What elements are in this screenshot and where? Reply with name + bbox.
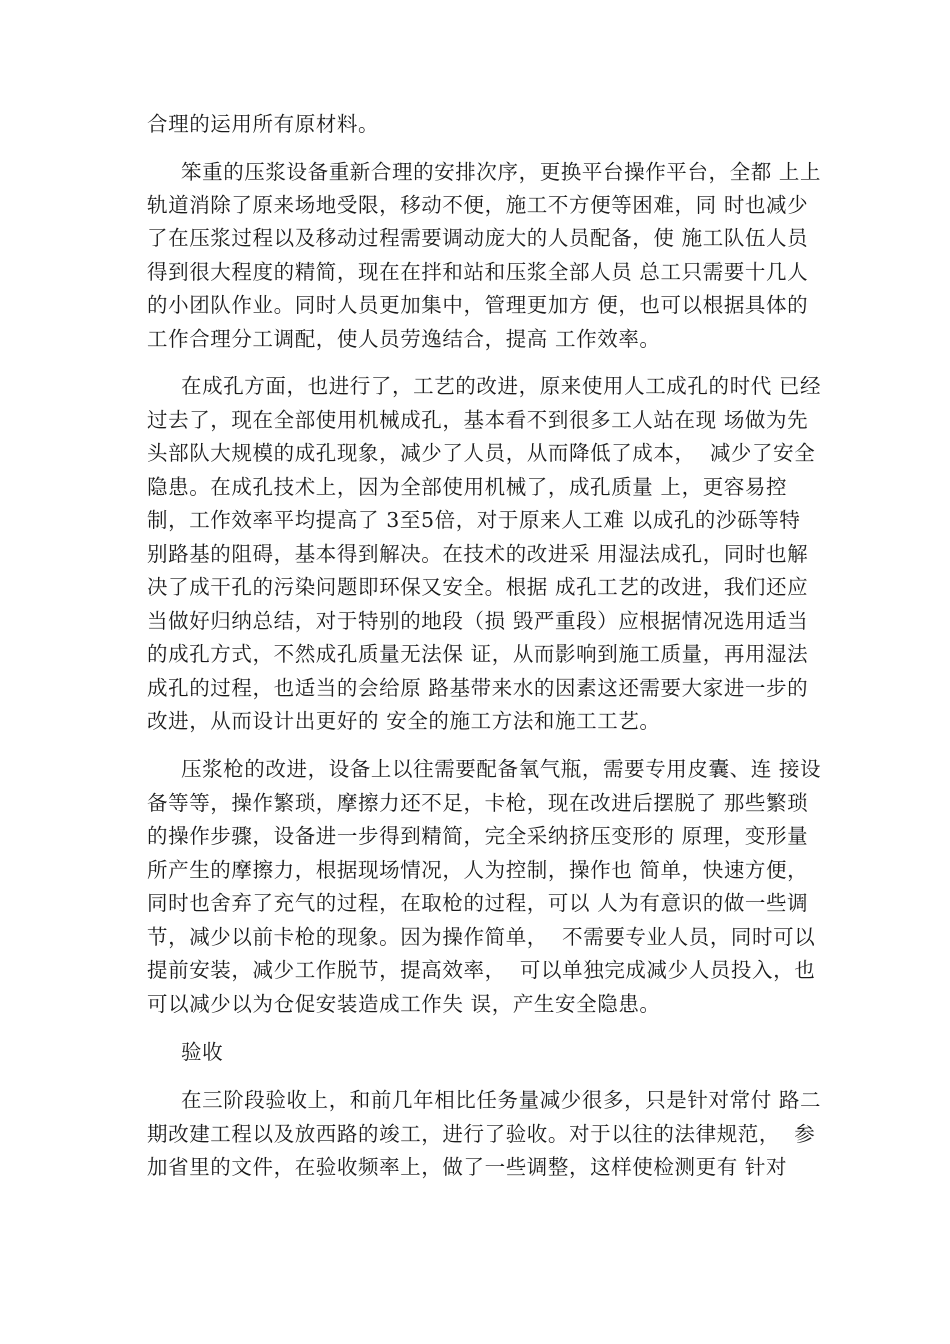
text-line: 在三阶段验收上，和前几年相比任务量减少很多，只是针对常付 路二 [181,1088,822,1112]
text-line: 合理的运用所有原材料。 [147,112,380,136]
section-heading: 验收 [181,1040,224,1064]
text-line: 节，减少以前卡枪的现象。因为操作简单， 不需要专业人员，同时可以 [147,925,816,949]
text-line: 在成孔方面，也进行了，工艺的改进，原来使用人工成孔的时代 已经 [181,374,822,398]
text-line: 轨道消除了原来场地受限，移动不便，施工不方便等困难，同 时也减少 [147,193,809,217]
text-line: 的成孔方式，不然成孔质量无法保 证，从而影响到施工质量，再用湿法 [147,642,809,666]
text-line: 过去了，现在全部使用机械成孔，基本看不到很多工人站在现 场做为先 [147,408,809,432]
text-line: 备等等，操作繁琐，摩擦力还不足，卡枪，现在改进后摆脱了 那些繁琐 [147,791,809,815]
text-line: 所产生的摩擦力，根据现场情况，人为控制，操作也 简单，快速方便， [147,858,809,882]
text-line: 改进，从而设计出更好的 安全的施工方法和施工工艺。 [147,709,661,733]
text-line: 当做好归纳总结，对于特别的地段（损 毁严重段）应根据情况选用适当 [147,609,809,633]
text-line: 了在压浆过程以及移动过程需要调动庞大的人员配备，使 施工队伍人员 [147,226,809,250]
text-line: 成孔的过程，也适当的会给原 路基带来水的因素这还需要大家进一步的 [147,676,809,700]
text-line: 可以减少以为仓促安装造成工作失 误，产生安全隐患。 [147,992,661,1016]
text-line: 头部队大规模的成孔现象，减少了人员，从而降低了成本， 减少了安全 [147,441,816,465]
text-line: 隐患。在成孔技术上，因为全部使用机械了，成孔质量 上，更容易控 [147,475,788,499]
text-line: 工作合理分工调配，使人员劳逸结合，提高 工作效率。 [147,327,661,351]
text-line: 提前安装，减少工作脱节，提高效率， 可以单独完成减少人员投入，也 [147,958,816,982]
text-line: 同时也舍弃了充气的过程，在取枪的过程，可以 人为有意识的做一些调 [147,891,809,915]
text-line: 别路基的阻碍，基本得到解决。在技术的改进采 用湿法成孔，同时也解 [147,542,809,566]
text-line: 笨重的压浆设备重新合理的安排次序，更换平台操作平台，全都 上上 [181,160,822,184]
text-line: 加省里的文件，在验收频率上，做了一些调整，这样使检测更有 针对 [147,1155,788,1179]
text-line: 期改建工程以及放西路的竣工，进行了验收。对于以往的法律规范， 参 [147,1122,816,1146]
text-line: 压浆枪的改进，设备上以往需要配备氧气瓶，需要专用皮囊、连 接设 [181,757,822,781]
text-line: 得到很大程度的精简，现在在拌和站和压浆全部人员 总工只需要十几人 [147,260,809,284]
text-line: 的操作步骤，设备进一步得到精简，完全采纳挤压变形的 原理，变形量 [147,824,809,848]
text-line: 制，工作效率平均提高了 3至5倍，对于原来人工难 以成孔的沙砾等特 [147,508,801,532]
text-line: 的小团队作业。同时人员更加集中，管理更加方 便，也可以根据具体的 [147,293,809,317]
text-line: 决了成干孔的污染问题即环保又安全。根据 成孔工艺的改进，我们还应 [147,575,809,599]
